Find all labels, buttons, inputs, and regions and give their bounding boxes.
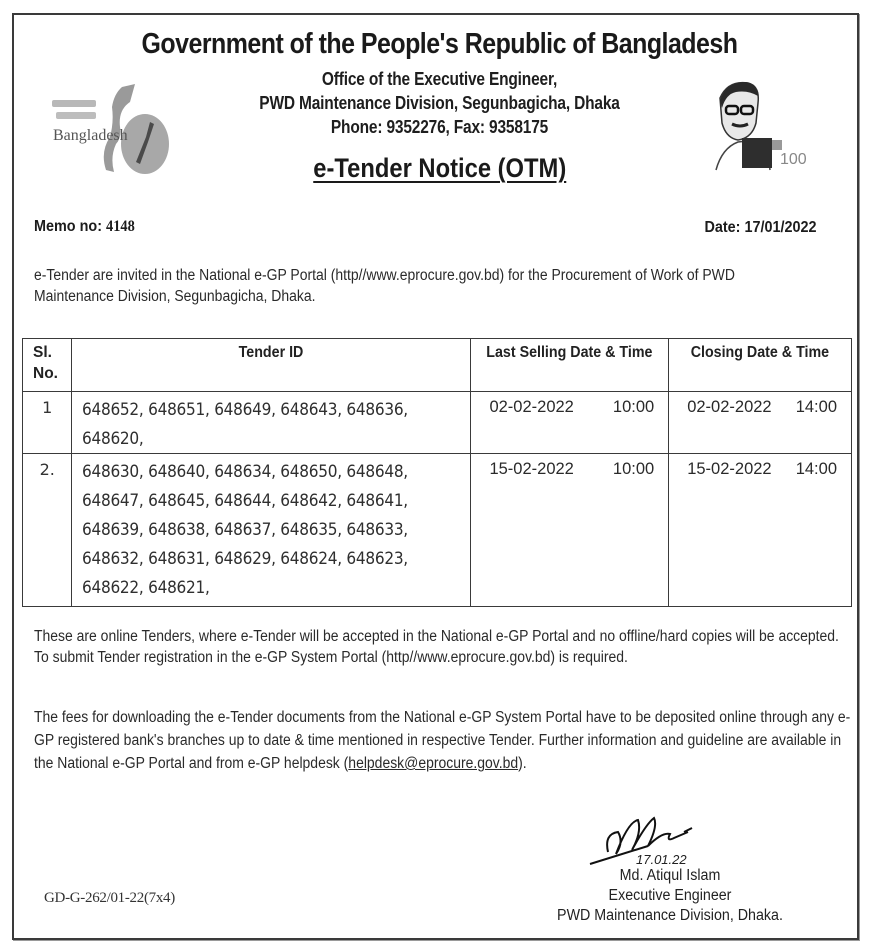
office-line: Office of the Executive Engineer, [321,69,558,89]
date-value: 17/01/2022 [744,219,817,236]
row-closing [669,392,852,454]
signatory-division: PWD Maintenance Division, Dhaka. [557,907,783,924]
notice-date [705,219,817,237]
last-selling-time: 10:00 [612,398,655,416]
row-sl: 1 [23,392,72,454]
row-sl: 2. [23,454,72,607]
signature [588,812,708,868]
fees-text: The fees for downloading the e-Tender documents from the National e-GP System Portal have to be deposited online through any e-GP registered bank's branches up to date & time mentioned in respective Tender. Further information and guideline are available in the National e-GP Portal and from e-GP helpdesk ( [34,709,851,772]
memo-number [34,218,135,236]
svg-text:100: 100 [780,151,807,168]
row-last-selling [471,454,669,607]
date-label: Date: [704,219,741,236]
intro-paragraph: e-Tender are invited in the National e-GP Portal (http//www.eprocure.gov.bd) for the Procurement of Work of PWD Maintenance Division, Segunbagicha, Dhaka. [34,267,735,305]
phone-fax: Phone: 9352276, Fax: 9358175 [330,117,549,137]
helpdesk-email-link[interactable]: helpdesk@eprocure.gov.bd [348,755,519,772]
closing-date: 15-02-2022 [687,460,772,478]
header-last-selling: Last Selling Date & Time [471,339,669,392]
header-closing: Closing Date & Time [669,339,852,392]
signatory-name: Md. Atiqul Islam [619,867,721,884]
closing-time: 14:00 [795,398,837,416]
tender-table [22,338,852,607]
svg-text:17.01.22: 17.01.22 [636,852,687,867]
closing-date: 02-02-2022 [687,398,772,416]
header-tender-id: Tender ID [72,339,471,392]
table-header-row [23,339,852,392]
division-address: PWD Maintenance Division, Segunbagicha, Dhaka [259,93,620,113]
svg-text:Bangladesh: Bangladesh [53,127,128,144]
online-tender-paragraph: These are online Tenders, where e-Tender will be accepted in the National e-GP Portal and no offline/hard copies will be accepted. To submit Tender registration in the e-GP System Portal (http//www.eprocure.gov.bd) is required. [34,628,839,666]
government-title: Government of the People's Republic of Bangladesh [141,28,738,60]
notice-title-text: e-Tender Notice (OTM) [312,153,566,183]
fees-suffix: ). [518,755,527,772]
footer-code: GD-G-262/01-22(7x4) [44,890,175,906]
signatory-details [532,866,808,926]
notice-title [0,153,879,184]
row-closing [669,454,852,607]
signature-icon [588,812,708,868]
header-sl: Sl. [33,344,52,361]
last-selling-date: 02-02-2022 [489,398,574,416]
memo-value: 4148 [106,218,135,235]
row-tender-ids: 648652, 648651, 648649, 648643, 648636, 648620, [72,392,471,454]
fees-paragraph [34,706,855,775]
signatory-designation: Executive Engineer [608,887,732,904]
header-sl-no [23,339,72,392]
header-no: No. [33,365,58,382]
closing-time: 14:00 [795,460,837,478]
table-row [23,392,852,454]
row-tender-ids: 648630, 648640, 648634, 648650, 648648, 648647, 648645, 648644, 648642, 648641, 648639, 648638, 648637, 648635, 648633, 648632, 648631, 648629, 648624, 648623, 648622, 648621, [72,454,471,607]
table-row [23,454,852,607]
memo-label: Memo no: [34,218,102,235]
last-selling-date: 15-02-2022 [489,460,574,478]
row-last-selling [471,392,669,454]
last-selling-time: 10:00 [612,460,655,478]
